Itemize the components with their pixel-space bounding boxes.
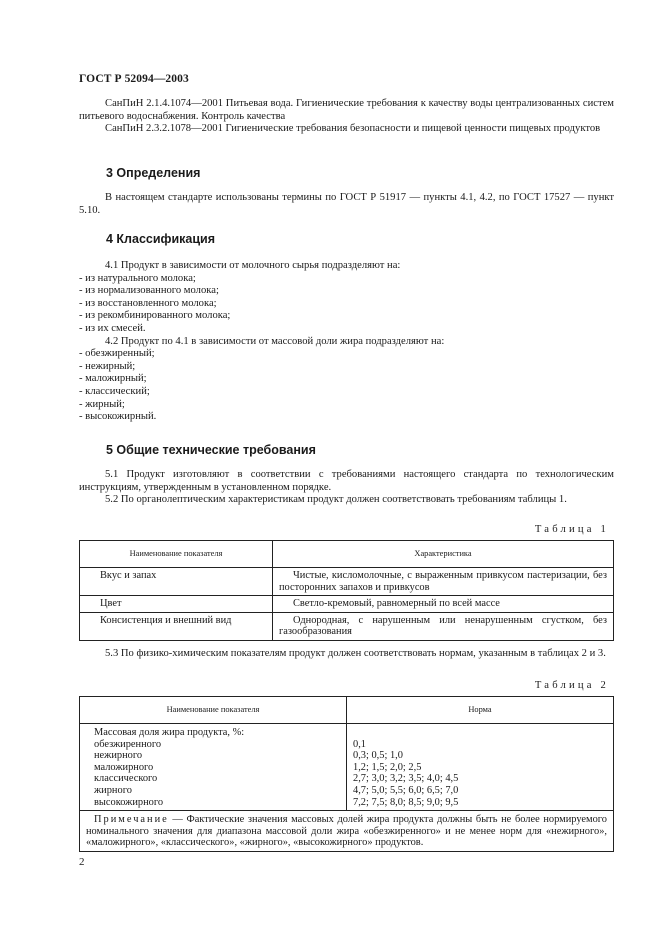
list-item: - из нормализованного молока; xyxy=(79,285,219,297)
row-value: 1,2; 1,5; 2,0; 2,5 xyxy=(353,761,422,773)
row-value: 0,3; 0,5; 1,0 xyxy=(353,750,403,762)
list-item: - маложирный; xyxy=(79,373,147,385)
section-5-body-cont xyxy=(79,648,614,661)
table-cell: Однородная, с нарушенным или ненарушенным сгустком, без газообразования xyxy=(273,612,614,640)
definitions-paragraph: В настоящем стандарте использованы термины по ГОСТ Р 51917 — пункты 4.1, 4.2, по ГОСТ 17527 — пункт 5.10. xyxy=(79,192,614,216)
list-item: - классический; xyxy=(79,385,150,397)
table-1 xyxy=(79,540,614,641)
section-3-body xyxy=(79,192,614,217)
row-value: 7,2; 7,5; 8,0; 8,5; 9,0; 9,5 xyxy=(353,796,459,808)
row-name: нежирного xyxy=(94,750,143,762)
note-text: — Фактические значения массовых долей жира продукта должны быть не более нормируемого номинального значения для диапазона массовой доли жира «обезжиренного» и не менее норм для «нежирного», «маложирного», «классического», «жирного», «высокожирного» продуктов. xyxy=(86,814,607,849)
table-row xyxy=(80,596,614,613)
section-5-title: 5 Общие технические требования xyxy=(106,443,316,457)
table-header-row xyxy=(80,541,614,568)
section-4-title: 4 Классификация xyxy=(106,232,216,246)
column-header: Норма xyxy=(347,697,614,724)
row-name: жирного xyxy=(94,784,132,796)
list-item: - обезжиренный; xyxy=(79,348,155,360)
row-name: высокожирного xyxy=(94,796,164,808)
clause-5-2: 5.2 По органолептическим характеристикам продукт должен соответствовать требованиям таблицы 1. xyxy=(105,494,567,506)
table-row xyxy=(80,612,614,640)
section-5-body xyxy=(79,469,614,507)
list-item: - из рекомбинированного молока; xyxy=(79,310,231,322)
row-value: 0,1 xyxy=(353,738,366,750)
row-name: обезжиренного xyxy=(94,738,162,750)
page-number: 2 xyxy=(79,856,85,868)
table-note-row xyxy=(80,811,614,852)
row-name: классического xyxy=(94,773,158,785)
table-cell xyxy=(347,724,614,811)
section-4-body xyxy=(79,260,614,424)
table-2 xyxy=(79,696,614,852)
column-header: Наименование показателя xyxy=(80,697,347,724)
list-item: - высокожирный. xyxy=(79,411,157,423)
list-item: - нежирный; xyxy=(79,360,136,372)
table-row xyxy=(80,724,614,811)
column-header: Характеристика xyxy=(273,541,614,568)
clause-5-3: 5.3 По физико-химическим показателям продукт должен соответствовать нормам, указанным в таблицах 2 и 3. xyxy=(105,648,606,659)
table-cell: Вкус и запах xyxy=(80,568,273,596)
table-1-caption: Таблица 1 xyxy=(534,524,609,535)
table-cell xyxy=(80,724,347,811)
note-label: Примечание xyxy=(94,814,169,826)
list-item: - из их смесей. xyxy=(79,322,146,334)
table-row xyxy=(80,568,614,596)
table-cell: Консистенция и внешний вид xyxy=(80,612,273,640)
list-item: - из восстановленного молока; xyxy=(79,297,217,309)
table-cell: Чистые, кисломолочные, с выраженным привкусом пастеризации, без посторонних запахов и привкусов xyxy=(273,568,614,596)
row-value: 4,7; 5,0; 5,5; 6,0; 6,5; 7,0 xyxy=(353,784,459,796)
column-header: Наименование показателя xyxy=(80,541,273,568)
list-item: - из натурального молока; xyxy=(79,272,196,284)
table-header-row xyxy=(80,697,614,724)
table-note xyxy=(80,811,614,852)
reference-sanpin-1074: СанПиН 2.1.4.1074—2001 Питьевая вода. Гигиенические требования к качеству воды централизованных систем питьевого водоснабжения. Контроль качества xyxy=(79,98,614,122)
clause-5-1: 5.1 Продукт изготовляют в соответствии с требованиями настоящего стандарта по технологическим инструкциям, утвержденным в установленном порядке. xyxy=(79,469,614,493)
clause-4-1: 4.1 Продукт в зависимости от молочного сырья подразделяют на: xyxy=(105,260,401,271)
row-name: маложирного xyxy=(94,761,154,773)
document-code-header: ГОСТ Р 52094—2003 xyxy=(79,73,189,85)
group-label: Массовая доля жира продукта, %: xyxy=(94,727,245,738)
table-cell: Светло-кремовый, равномерный по всей массе xyxy=(273,596,614,613)
normative-references xyxy=(79,98,614,136)
reference-sanpin-1078: СанПиН 2.3.2.1078—2001 Гигиенические требования безопасности и пищевой ценности пищевых продуктов xyxy=(105,123,601,135)
clause-4-2: 4.2 Продукт по 4.1 в зависимости от массовой доли жира подразделяют на: xyxy=(105,335,445,347)
section-3-title: 3 Определения xyxy=(106,166,201,180)
row-value: 2,7; 3,0; 3,2; 3,5; 4,0; 4,5 xyxy=(353,773,459,785)
table-2-caption: Таблица 2 xyxy=(534,680,609,691)
list-item: - жирный; xyxy=(79,398,125,410)
table-cell: Цвет xyxy=(80,596,273,613)
